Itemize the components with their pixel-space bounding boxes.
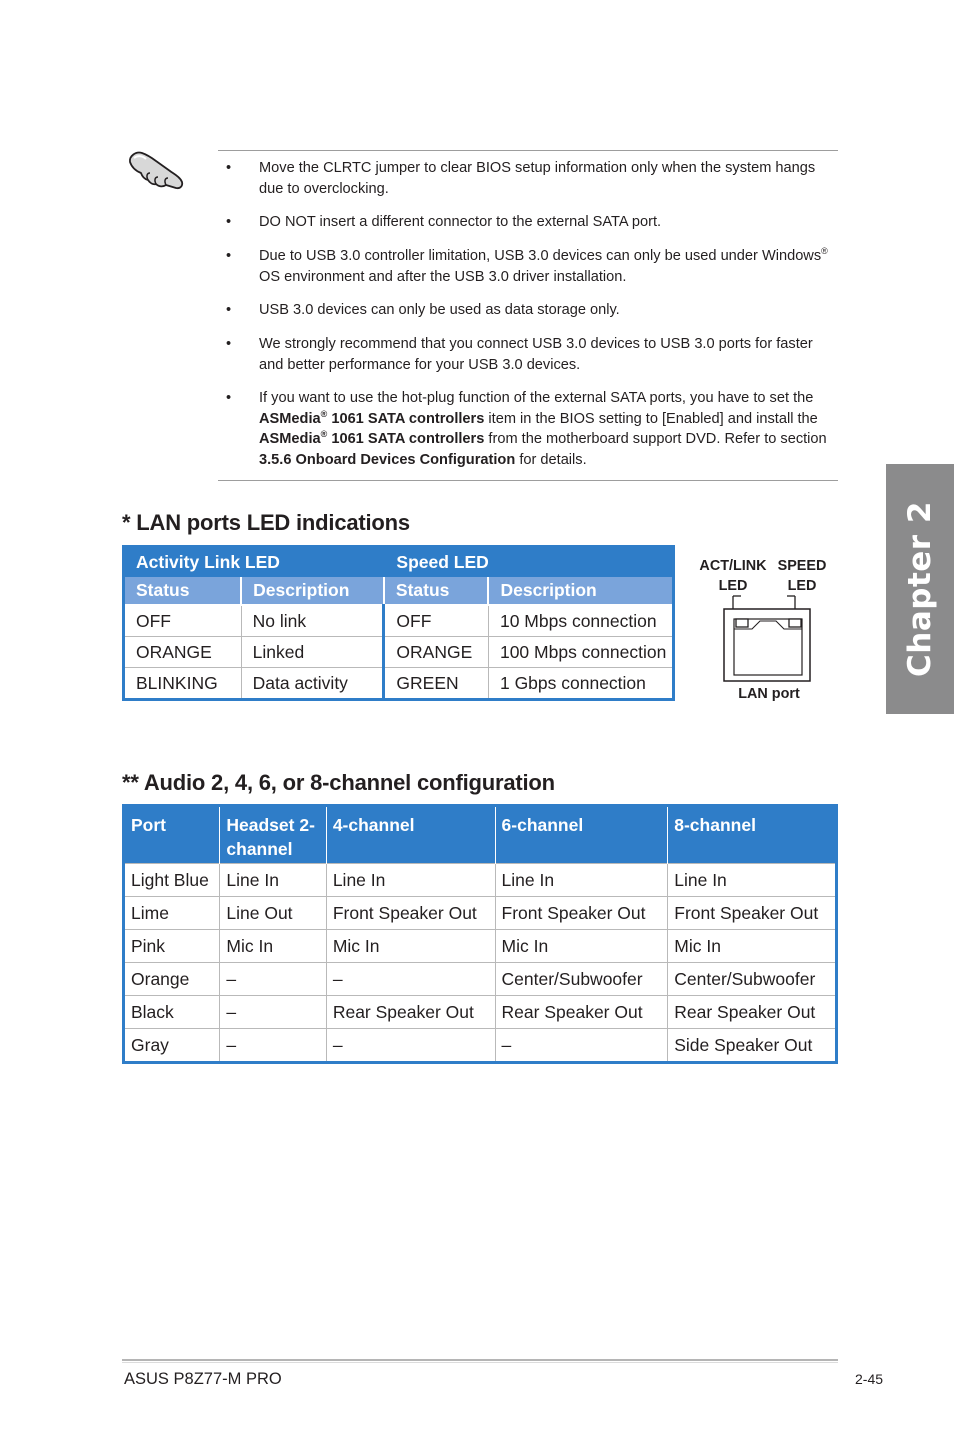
registered-mark: ® [821,246,828,257]
lan-led-table [122,545,675,701]
col-status: Status [124,577,242,605]
note-text [259,388,838,470]
table-cell: Mic In [495,930,668,963]
table-cell: Orange [124,963,220,996]
table-cell: Front Speaker Out [495,897,668,930]
led-table-group-header [124,547,674,578]
note-text [259,334,838,375]
table-cell: 1 Gbps connection [488,668,673,700]
table-cell: Front Speaker Out [668,897,837,930]
note-item [226,334,838,375]
table-row [124,897,837,930]
note-text-segment: Due to USB 3.0 controller limitation, USB 3.0 devices can only be used under Windows [259,248,822,264]
audio-section-title: ** Audio 2, 4, 6, or 8-channel configuration [122,770,555,795]
table-cell: Center/Subwoofer [668,963,837,996]
table-cell: Pink [124,930,220,963]
table-cell: Line In [495,864,668,897]
note-text-segment: We strongly recommend that you connect USB 3.0 devices to USB 3.0 ports for faster and better performance for your USB 3.0 devices. [259,336,813,373]
table-cell: – [326,1029,495,1063]
table-cell: OFF [124,605,242,637]
table-cell: BLINKING [124,668,242,700]
bullet-icon: • [226,302,232,318]
note-text [259,300,838,321]
col-headset-2-channel: Headset 2-channel [220,806,326,864]
col-4-channel: 4-channel [326,806,495,864]
lan-port-label: LAN port [738,686,800,702]
registered-mark: ® [320,429,328,440]
table-row [124,930,837,963]
table-row [124,996,837,1029]
note-text-segment: from the motherboard support DVD. Refer to section [484,431,827,447]
note-bottom-rule [218,480,838,481]
bullet-icon: • [226,248,232,264]
table-cell: Black [124,996,220,1029]
col-8-channel: 8-channel [668,806,837,864]
table-cell: Line In [668,864,837,897]
table-cell: ORANGE [124,637,242,668]
table-cell: Line Out [220,897,326,930]
table-row [124,864,837,897]
speed-label-line2: LED [787,578,817,594]
note-item [226,300,838,321]
note-item [226,246,838,287]
table-cell: Front Speaker Out [326,897,495,930]
footer-page-number: 2-45 [855,1371,884,1387]
table-cell: Light Blue [124,864,220,897]
note-text-segment: Move the CLRTC jumper to clear BIOS setup information only when the system hangs due to overclocking. [259,160,816,197]
note-text [259,246,838,287]
table-cell: Line In [326,864,495,897]
col-status: Status [384,577,489,605]
act-link-label-line2: LED [718,578,748,594]
lan-port-diagram [690,553,850,713]
note-text-segment: item in the BIOS setting to [Enabled] and install the [484,410,818,427]
table-cell: Rear Speaker Out [668,996,837,1029]
note-text-segment: ASMedia [259,410,321,427]
speed-led-header: Speed LED [384,547,674,578]
table-cell: 100 Mbps connection [488,637,673,668]
table-cell: No link [241,605,384,637]
note-text-segment: for details. [515,451,587,468]
table-cell: – [220,1029,326,1063]
table-cell: Mic In [326,930,495,963]
table-cell: Mic In [220,930,326,963]
table-cell: GREEN [384,668,489,700]
table-cell: Side Speaker Out [668,1029,837,1063]
table-cell: 10 Mbps connection [488,605,673,637]
table-row [124,1029,837,1063]
note-hand-icon [126,146,186,194]
table-cell: Data activity [241,668,384,700]
audio-config-table [122,804,838,1064]
note-text-segment: USB 3.0 devices can only be used as data storage only. [259,302,620,318]
table-row [124,668,674,700]
table-cell: ORANGE [384,637,489,668]
footer-rule-shadow [122,1362,838,1363]
note-text-segment: 1061 SATA controllers [327,410,485,427]
col-port: Port [124,806,220,864]
note-item [226,158,838,199]
bullet-icon: • [226,160,232,176]
table-cell: Lime [124,897,220,930]
table-cell: Mic In [668,930,837,963]
activity-link-led-header: Activity Link LED [124,547,384,578]
table-row [124,963,837,996]
bullet-icon: • [226,214,232,230]
note-text [259,212,838,233]
registered-mark: ® [320,408,328,419]
table-cell: – [220,963,326,996]
note-text-segment: DO NOT insert a different connector to the external SATA port. [259,214,662,230]
note-text [259,158,838,199]
table-cell: – [495,1029,668,1063]
bullet-icon: • [226,390,232,406]
table-row [124,637,674,668]
act-link-label-line1: ACT/LINK [699,558,767,574]
footer-rule [122,1359,838,1361]
table-cell: Gray [124,1029,220,1063]
table-cell: – [326,963,495,996]
note-item [226,388,838,470]
lan-section-title: * LAN ports LED indications [122,510,410,535]
chapter-label: Chapter 2 [902,501,938,677]
table-cell: Line In [220,864,326,897]
table-cell: OFF [384,605,489,637]
table-cell: Rear Speaker Out [495,996,668,1029]
table-cell: Center/Subwoofer [495,963,668,996]
table-cell: Rear Speaker Out [326,996,495,1029]
note-text-segment: ASMedia [259,431,321,447]
note-text-segment: 1061 SATA controllers [327,431,485,447]
table-cell: Linked [241,637,384,668]
chapter-tab [886,464,954,714]
table-row [124,605,674,637]
footer-model-name: ASUS P8Z77-M PRO [124,1370,282,1388]
col-6-channel: 6-channel [495,806,668,864]
note-top-rule [218,150,838,151]
audio-table-header [124,806,837,864]
note-text-segment: If you want to use the hot-plug function of the external SATA ports, you have to set the [259,390,814,406]
bullet-icon: • [226,336,232,352]
col-description: Description [488,577,673,605]
table-cell: – [220,996,326,1029]
note-item [226,212,838,233]
note-text-segment: OS environment and after the USB 3.0 driver installation. [259,268,627,285]
led-table-sub-header [124,577,674,605]
speed-label-line1: SPEED [777,558,827,574]
note-text-segment: 3.5.6 Onboard Devices Configuration [259,451,516,468]
col-description: Description [241,577,384,605]
